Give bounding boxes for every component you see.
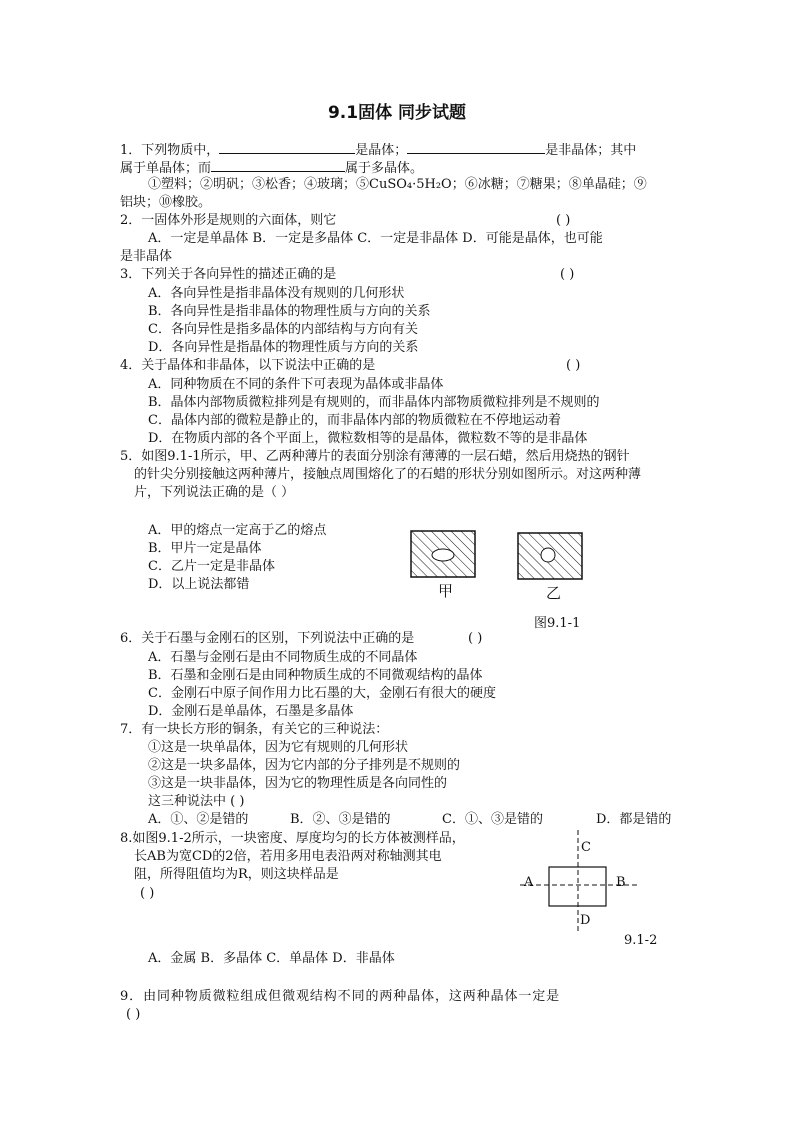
question-5-stem-3: 片，下列说法正确的是（ ） — [134, 485, 295, 500]
question-8-options: A．金属 B．多晶体 C．单晶体 D．非晶体 — [148, 951, 395, 966]
question-7-statement-3: ③这是一块非晶体，因为它的物理性质是各向同性的 — [148, 776, 448, 791]
question-5-stem-1: 5．如图9.1-1所示，甲、乙两种薄片的表面分别涂有薄薄的一层石蜡，然后用烧热的钢针 — [120, 449, 630, 464]
question-4-option-d: D．在物质内部的各个平面上，微粒数相等的是晶体，微粒数不等的是非晶体 — [148, 431, 588, 446]
q1-text-b: 是晶体； — [355, 143, 408, 158]
question-8-stem-2: 长AB为宽CD的2倍，若用多用电表沿两对称轴测其电 — [134, 849, 442, 864]
question-5-stem-2: 的针尖分别接触这两种薄片，接触点周围熔化了的石蜡的形状分别如图所示。对这两种薄 — [134, 467, 642, 482]
figure-label-yi: 乙 — [546, 584, 562, 602]
q1-blank-single-crystal[interactable] — [211, 158, 345, 172]
question-6-option-c: C．金刚石中原子间作用力比石墨的大，金刚石有很大的硬度 — [148, 686, 496, 701]
figure-label-b: B — [616, 875, 626, 890]
question-7-stem: 7．有一块长方形的铜条，有关它的三种说法： — [120, 722, 389, 737]
question-3-option-c: C．各向异性是指多晶体的内部结构与方向有关 — [148, 322, 418, 337]
question-6-option-d: D．金刚石是单晶体，石墨是多晶体 — [148, 704, 354, 719]
question-6-option-a: A．石墨与金刚石是由不同物质生成的不同晶体 — [148, 650, 418, 665]
question-7-option-a: A．①、②是错的 — [148, 812, 249, 827]
question-2-options: A．一定是单晶体 B．一定是多晶体 C．一定是非晶体 D．可能是晶体，也可能 — [148, 231, 603, 246]
question-6-stem: 6．关于石墨与金刚石的区别，下列说法中正确的是 — [120, 631, 415, 646]
figure-label-c: C — [581, 840, 591, 855]
q1-blank-noncrystal[interactable] — [407, 140, 545, 154]
figure-9-1-2-caption: 9.1-2 — [624, 933, 658, 948]
question-5-option-c: C．乙片一定是非晶体 — [148, 559, 275, 574]
question-2-options-cont: 是非晶体 — [120, 249, 173, 264]
question-2-answer-paren[interactable]: ( ) — [556, 213, 571, 228]
question-1-materials: ①塑料；②明矾；③松香；④玻璃；⑤CuSO₄·5H₂O；⑥冰糖；⑦糖果；⑧单晶硅；⑨ — [148, 177, 647, 192]
question-9-answer-paren[interactable]: ( ) — [126, 1007, 141, 1022]
question-3-option-d: D．各向异性是指晶体的物理性质与方向的关系 — [148, 340, 419, 355]
question-5-option-b: B．甲片一定是晶体 — [148, 541, 262, 556]
question-7-statement-2: ②这是一块多晶体，因为它内部的分子排列是不规则的 — [148, 758, 461, 773]
question-3-option-b: B．各向异性是指非晶体的物理性质与方向的关系 — [148, 304, 431, 319]
question-4-option-b: B．晶体内部物质微粒排列是有规则的，而非晶体内部物质微粒排列是不规则的 — [148, 395, 600, 410]
figure-jia-plate — [408, 528, 478, 580]
question-4-option-a: A．同种物质在不同的条件下可表现为晶体或非晶体 — [148, 377, 444, 392]
melted-wax-circle — [541, 548, 555, 562]
q1-text-a: 1．下列物质中， — [120, 143, 220, 158]
question-7-ask: 这三种说法中 ( ) — [148, 794, 245, 809]
question-7-option-b: B．②、③是错的 — [290, 812, 391, 827]
figure-label-jia: 甲 — [438, 582, 454, 600]
q1-text-e: 属于多晶体。 — [345, 161, 424, 176]
question-6-option-b: B．石墨和金刚石是由同种物质生成的不同微观结构的晶体 — [148, 668, 483, 683]
q1-text-d: 属于单晶体；而 — [120, 161, 212, 176]
question-2-stem: 2．一固体外形是规则的六面体，则它 — [120, 213, 337, 228]
question-8-stem-3: 阻，所得阻值均为R，则这块样品是 — [134, 867, 339, 882]
question-9-stem: 9．由同种物质微粒组成但微观结构不同的两种晶体，这两种晶体一定是 — [120, 989, 561, 1004]
question-4-option-c: C．晶体内部的微粒是静止的，而非晶体内部的物质微粒在不停地运动着 — [148, 413, 561, 428]
q1-text-c: 是非晶体；其中 — [545, 143, 637, 158]
figure-yi-plate — [515, 530, 585, 582]
question-4-answer-paren[interactable]: ( ) — [566, 358, 581, 373]
question-7-statement-1: ①这是一块单晶体，因为它有规则的几何形状 — [148, 740, 409, 755]
question-7-option-c: C．①、③是错的 — [442, 812, 543, 827]
q1-blank-crystal[interactable] — [219, 140, 355, 154]
question-3-answer-paren[interactable]: ( ) — [560, 267, 575, 282]
figure-label-d: D — [580, 913, 591, 928]
question-1-line-1 — [120, 140, 636, 160]
question-6-answer-paren[interactable]: ( ) — [468, 631, 483, 646]
question-5-option-d: D．以上说法都错 — [148, 577, 250, 592]
question-3-option-a: A．各向异性是指非晶体没有规则的几何形状 — [148, 286, 405, 301]
page-title: 9.1固体 同步试题 — [327, 103, 467, 123]
question-8-answer-paren[interactable]: ( ) — [140, 886, 155, 901]
question-8-stem-1: 8.如图9.1-2所示，一块密度、厚度均匀的长方体被测样品， — [120, 831, 465, 846]
question-4-stem: 4．关于晶体和非晶体，以下说法中正确的是 — [120, 358, 376, 373]
question-3-stem: 3．下列关于各向异性的描述正确的是 — [120, 267, 337, 282]
figure-9-1-1-caption: 图9.1-1 — [534, 616, 581, 631]
question-1-materials-cont: 铝块；⑩橡胶。 — [120, 195, 212, 210]
melted-wax-ellipse — [432, 549, 454, 561]
question-1-line-2 — [120, 158, 423, 178]
question-5-option-a: A．甲的熔点一定高于乙的熔点 — [148, 523, 327, 538]
figure-label-a: A — [524, 875, 534, 890]
question-7-option-d: D．都是错的 — [596, 812, 672, 827]
